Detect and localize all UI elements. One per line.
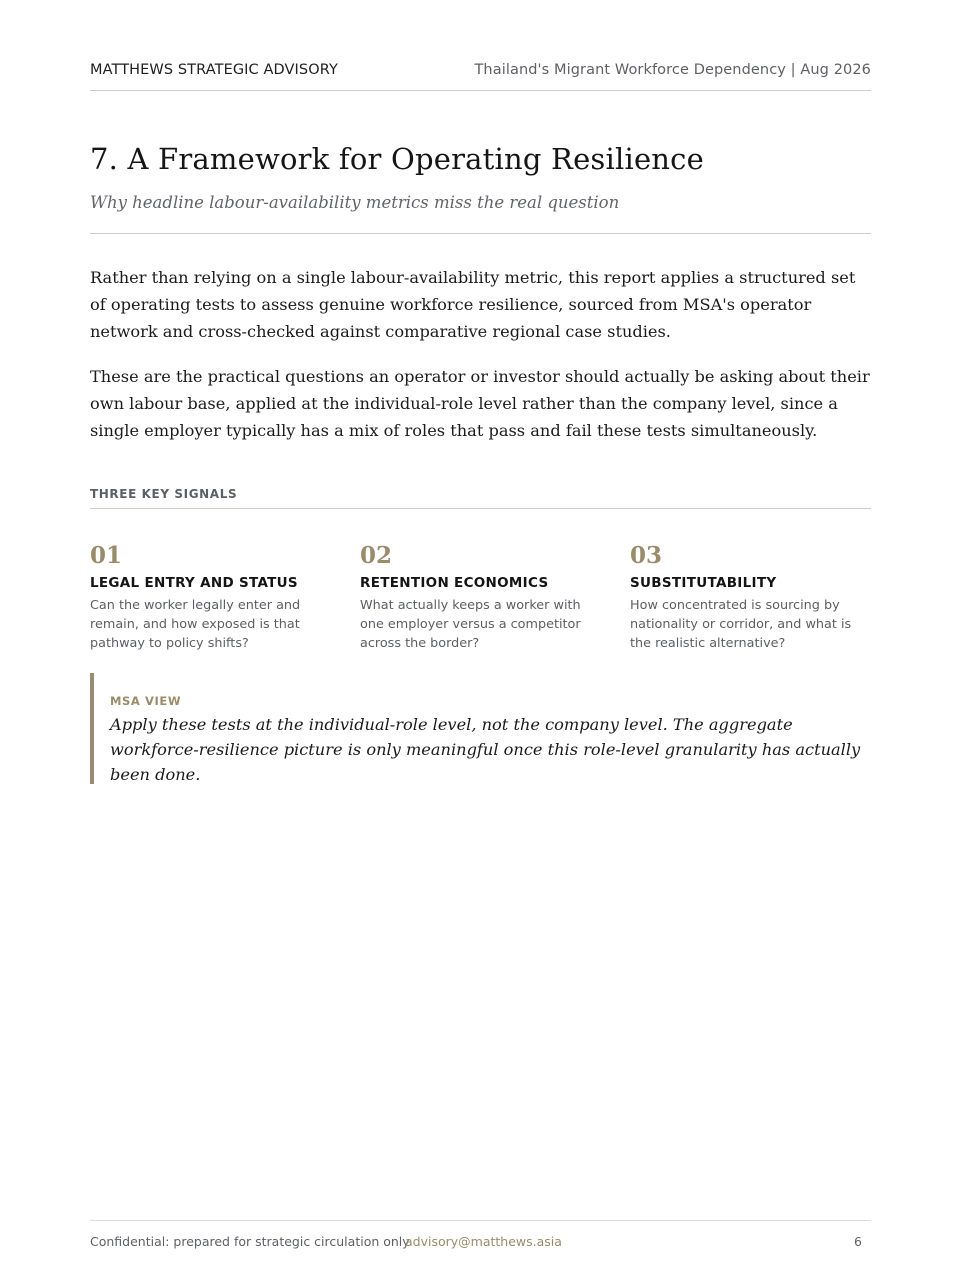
callout-quote: Apply these tests at the individual-role level, not the company level. The aggregate workforce-resilience picture is only meaningful once this role-level granularity has actually been done.: [110, 715, 861, 784]
confidentiality-notice: Confidential: prepared for strategic circulation only: [90, 1234, 410, 1249]
signal-number: 03: [630, 542, 663, 569]
signal-description: What actually keeps a worker with one employer versus a competitor across the border?: [360, 598, 581, 651]
signals-heading: THREE KEY SIGNALS: [90, 487, 238, 501]
page-number: 6: [854, 1234, 862, 1249]
signal-number: 01: [90, 542, 123, 569]
signal-number: 02: [360, 542, 393, 569]
body-paragraph: These are the practical questions an operator or investor should actually be asking about their own labour base, applied at the individual-role level rather than the company level, since a single employer typically has a mix of roles that pass and fail these tests simultaneously.: [90, 367, 870, 440]
report-title-date: Thailand's Migrant Workforce Dependency | Aug 2026: [474, 62, 871, 78]
title-divider: [90, 233, 871, 234]
page-header: [90, 58, 871, 82]
msa-view-callout: [90, 673, 871, 784]
signals-divider: [90, 508, 871, 509]
signal-card-legal-entry: [90, 540, 330, 653]
report-page: [90, 0, 871, 1280]
body-paragraph: Rather than relying on a single labour-availability metric, this report applies a structured set of operating tests to assess genuine workforce resilience, sourced from MSA's operator network and cross-checked against comparative regional case studies.: [90, 268, 856, 341]
signal-card-retention: [360, 540, 600, 653]
page-footer: [90, 1234, 871, 1252]
signal-title: LEGAL ENTRY AND STATUS: [90, 575, 298, 591]
signal-title: SUBSTITUTABILITY: [630, 575, 777, 591]
brand-name: MATTHEWS STRATEGIC ADVISORY: [90, 62, 338, 78]
signal-description: Can the worker legally enter and remain, and how exposed is that pathway to policy shifts?: [90, 598, 301, 651]
footer-divider: [90, 1220, 871, 1221]
section-subtitle: Why headline labour-availability metrics miss the real question: [90, 193, 620, 212]
signal-card-substitutability: [630, 540, 870, 653]
section-title: 7. A Framework for Operating Resilience: [90, 142, 704, 176]
contact-email-link[interactable]: advisory@matthews.asia: [405, 1234, 562, 1249]
signal-title: RETENTION ECONOMICS: [360, 575, 549, 591]
header-divider: [90, 90, 871, 91]
signal-description: How concentrated is sourcing by nationality or corridor, and what is the realistic alternative?: [630, 598, 852, 651]
callout-label: MSA VIEW: [110, 694, 182, 708]
